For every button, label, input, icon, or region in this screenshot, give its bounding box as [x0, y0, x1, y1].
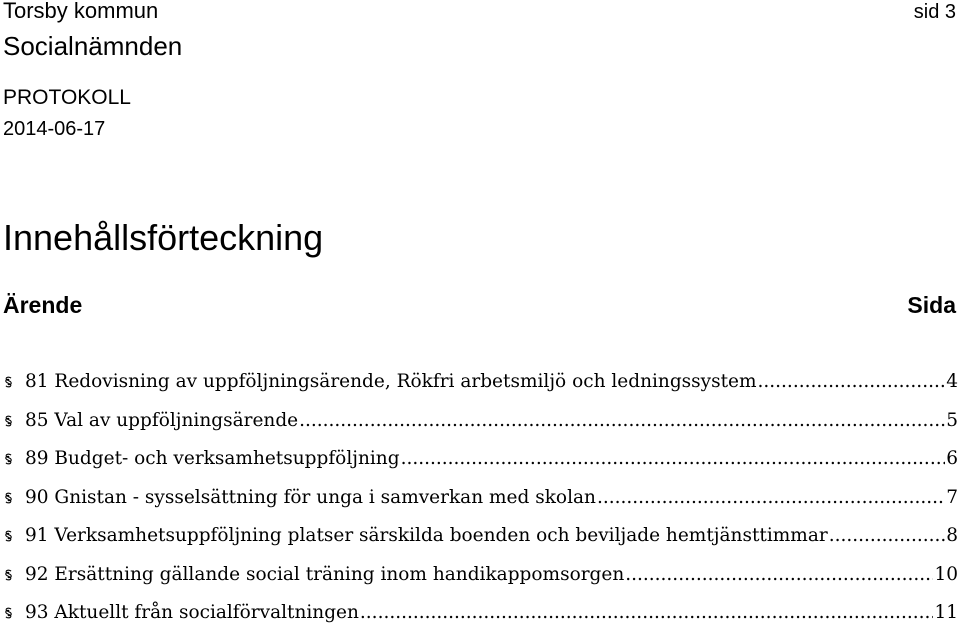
toc-entry[interactable] [0, 445, 958, 484]
toc-entry[interactable] [0, 484, 958, 523]
page-number: sid 3 [913, 1, 956, 23]
section-sign-icon [4, 415, 13, 427]
column-header-page: Sida [907, 292, 956, 318]
toc-entry-page: 10 [934, 563, 958, 585]
toc-entry-page: 7 [946, 486, 958, 508]
document-type: PROTOKOLL [3, 86, 131, 109]
department-name: Socialnämnden [3, 31, 183, 61]
toc-entry-page: 8 [946, 525, 958, 546]
section-sign-icon [4, 607, 13, 619]
toc-entry-text: 90 Gnistan - sysselsättning för unga i samverkan med skolan [25, 486, 596, 508]
dot-leader [829, 522, 946, 550]
toc-entry-page: 6 [946, 448, 958, 469]
toc-entry-text: 89 Budget- och verksamhetsuppföljning [25, 448, 400, 469]
toc-entry[interactable] [0, 407, 958, 446]
toc-entry[interactable] [0, 522, 958, 561]
toc-title: Innehållsförteckning [3, 217, 324, 258]
toc-entry-text: 85 Val av uppföljningsärende [25, 409, 299, 431]
toc-entry[interactable] [0, 561, 958, 600]
section-sign-icon [4, 569, 13, 581]
toc-entry[interactable] [0, 368, 958, 407]
dot-leader [401, 445, 946, 473]
toc-list [0, 368, 958, 638]
dot-leader [597, 484, 945, 512]
dot-leader [625, 561, 933, 589]
section-sign-icon [4, 530, 13, 542]
document-date: 2014-06-17 [3, 118, 106, 140]
toc-entry[interactable] [0, 599, 958, 638]
column-header-item: Ärende [3, 292, 83, 318]
section-sign-icon [4, 376, 13, 388]
toc-entry-text: 91 Verksamhetsuppföljning platser särskilda boenden och beviljade hemtjänsttimmar [25, 525, 828, 546]
dot-leader [299, 407, 945, 435]
toc-entry-text: 81 Redovisning av uppföljningsärende, Rökfri arbetsmiljö och ledningssystem [25, 371, 757, 392]
dot-leader [758, 368, 946, 396]
organization-name: Torsby kommun [3, 0, 159, 23]
toc-entry-page: 11 [934, 602, 958, 623]
toc-entry-page: 4 [946, 371, 958, 392]
toc-entry-page: 5 [946, 409, 958, 431]
dot-leader [360, 599, 934, 627]
section-sign-icon [4, 492, 13, 504]
toc-entry-text: 93 Aktuellt från socialförvaltningen [25, 602, 359, 623]
section-sign-icon [4, 453, 13, 465]
toc-entry-text: 92 Ersättning gällande social träning inom handikappomsorgen [25, 563, 625, 585]
